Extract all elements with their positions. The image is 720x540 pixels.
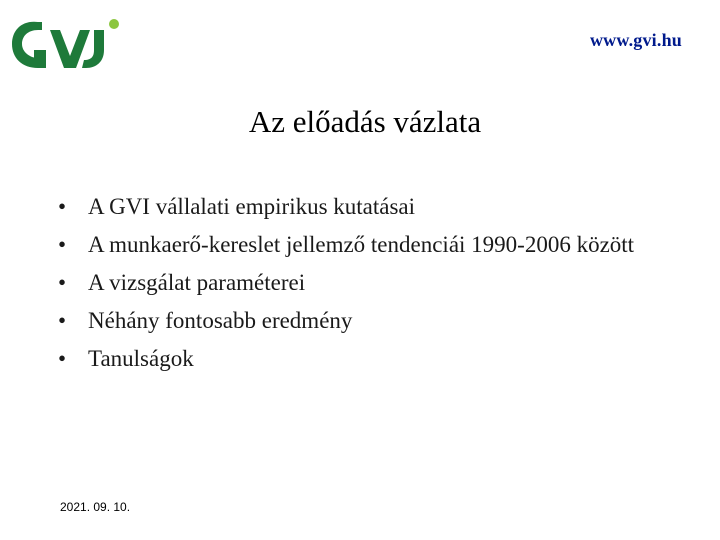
bullet-text: A GVI vállalati empirikus kutatásai [88,194,416,219]
bullet-icon: • [58,346,67,371]
gvi-logo [8,14,126,72]
gvi-logo-icon [8,14,126,72]
bullet-list [58,190,658,380]
bullet-icon: • [58,270,67,295]
website-url[interactable]: www.gvi.hu [589,30,682,50]
bullet-text: Tanulságok [88,346,194,371]
slide-title: Az előadás vázlata [248,104,482,139]
list-item [58,304,658,337]
list-item [58,190,658,223]
bullet-text: A vizsgálat paraméterei [88,270,306,295]
list-item [58,342,658,375]
list-item [58,266,658,299]
bullet-text: A munkaerő-kereslet jellemző tendenciái 1990-2006 között [88,232,635,257]
bullet-icon: • [58,308,67,333]
bullet-icon: • [58,194,67,219]
list-item [58,228,658,261]
bullet-text: Néhány fontosabb eredmény [88,308,353,333]
bullet-icon: • [58,232,67,257]
slide-date: 2021. 09. 10. [60,500,131,514]
